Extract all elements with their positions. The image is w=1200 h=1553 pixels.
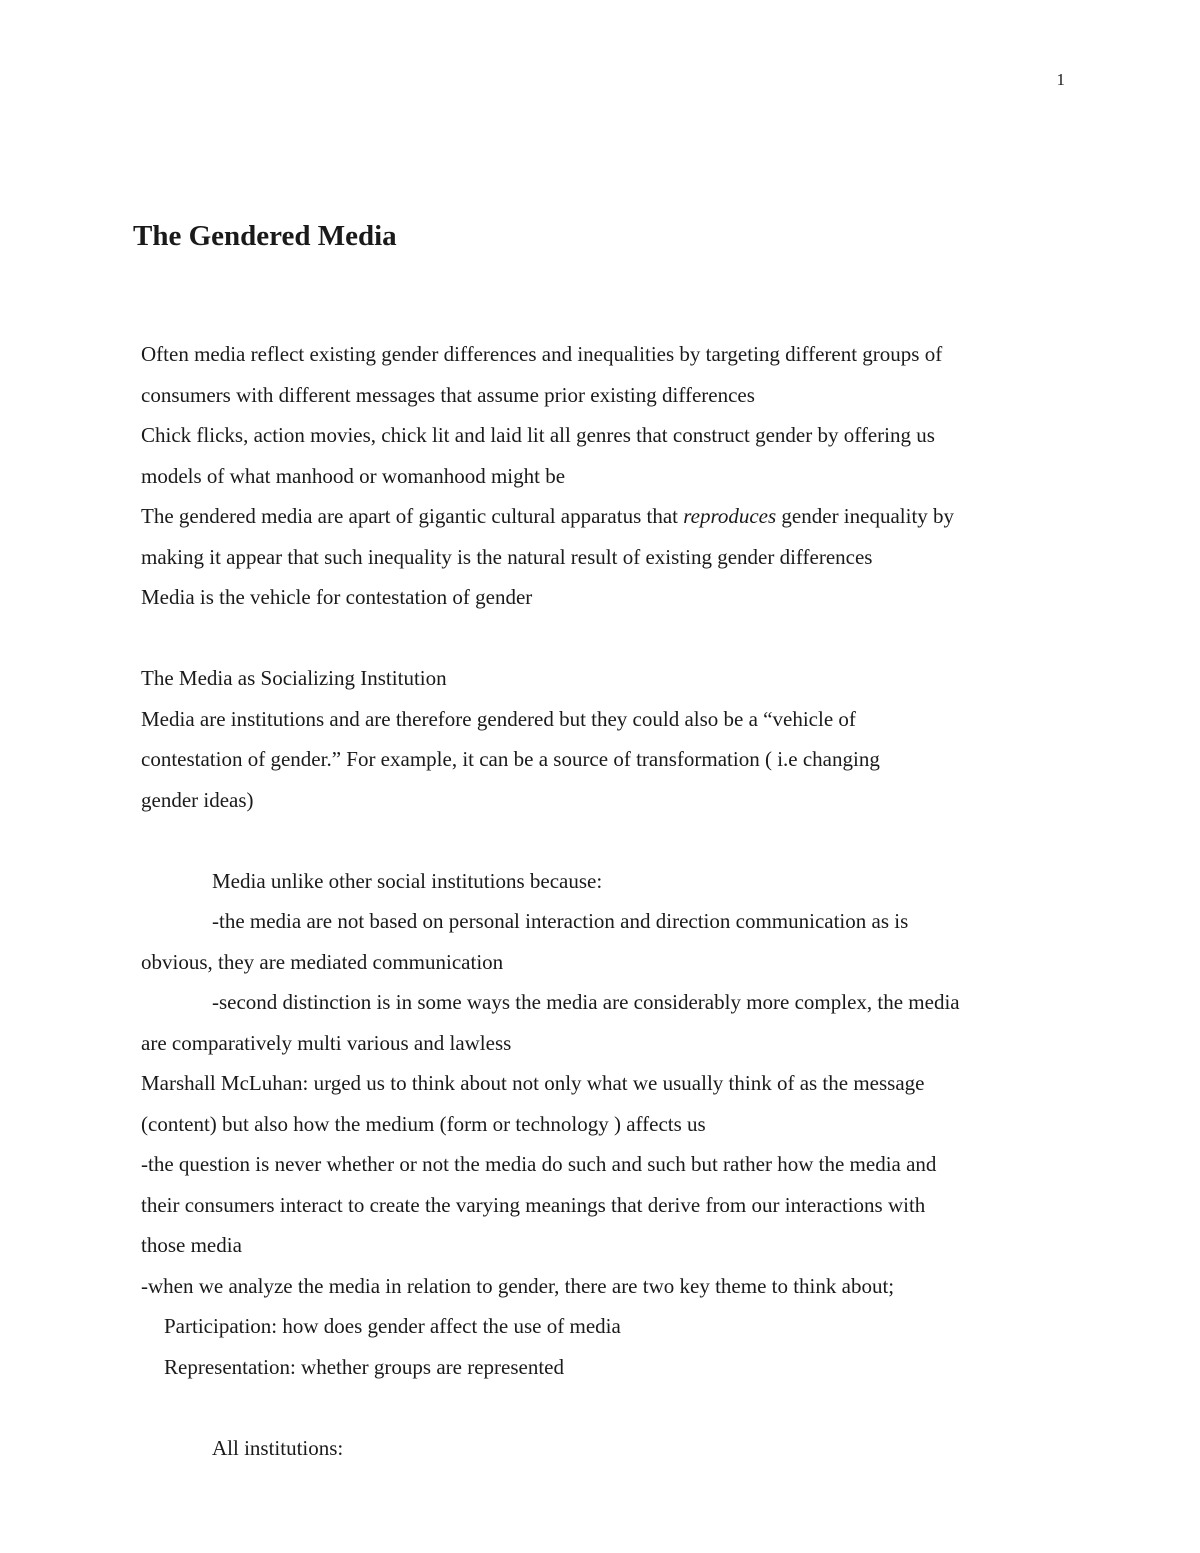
text-line: contestation of gender.” For example, it can be a source of transformation ( i.e changing: [141, 747, 880, 771]
text-line: Media is the vehicle for contestation of gender: [141, 585, 533, 609]
text-line: Marshall McLuhan: urged us to think about not only what we usually think of as the message: [141, 1071, 925, 1095]
text-line: gender ideas): [141, 787, 254, 812]
text-line: -the media are not based on personal interaction and direction communication as is: [212, 909, 909, 933]
document-title: The Gendered Media: [133, 220, 397, 252]
text-line: their consumers interact to create the varying meanings that derive from our interactions with: [141, 1192, 926, 1217]
text-line: [141, 496, 1071, 537]
page-number: 1: [1056, 70, 1065, 89]
text-line: Chick flicks, action movies, chick lit and laid lit all genres that construct gender by offering us: [141, 423, 935, 447]
text-line: making it appear that such inequality is the natural result of existing gender differences: [141, 544, 873, 569]
text-line: (content) but also how the medium (form or technology ) affects us: [141, 1111, 706, 1136]
blank-line: [141, 820, 1071, 861]
emphasized-word: reproduces: [683, 504, 777, 528]
blank-line: [141, 618, 1071, 659]
text-line: -second distinction is in some ways the media are considerably more complex, the media: [212, 990, 960, 1014]
text-line: All institutions:: [212, 1435, 344, 1460]
text-line: -when we analyze the media in relation to gender, there are two key theme to think about;: [141, 1273, 895, 1298]
section-heading: The Media as Socializing Institution: [141, 666, 447, 690]
text-segment: The gendered media are apart of gigantic cultural apparatus that: [141, 504, 684, 528]
text-line: Media unlike other social institutions because:: [212, 868, 603, 893]
text-line: Often media reflect existing gender differences and inequalities by targeting different groups of: [141, 342, 943, 366]
text-line: models of what manhood or womanhood might be: [141, 463, 566, 488]
blank-line: [141, 1387, 1071, 1428]
document-body: [141, 334, 1071, 1468]
text-line: consumers with different messages that assume prior existing differences: [141, 382, 755, 407]
text-line: those media: [141, 1233, 242, 1257]
text-line: obvious, they are mediated communication: [141, 949, 504, 974]
text-line: Representation: whether groups are represented: [164, 1354, 565, 1379]
text-line: -the question is never whether or not the media do such and such but rather how the media and: [141, 1152, 937, 1176]
text-line: are comparatively multi various and lawless: [141, 1030, 512, 1055]
text-line: Media are institutions and are therefore gendered but they could also be a “vehicle of: [141, 706, 856, 731]
text-line: Participation: how does gender affect the use of media: [164, 1314, 621, 1338]
text-segment: gender inequality by: [776, 504, 955, 528]
